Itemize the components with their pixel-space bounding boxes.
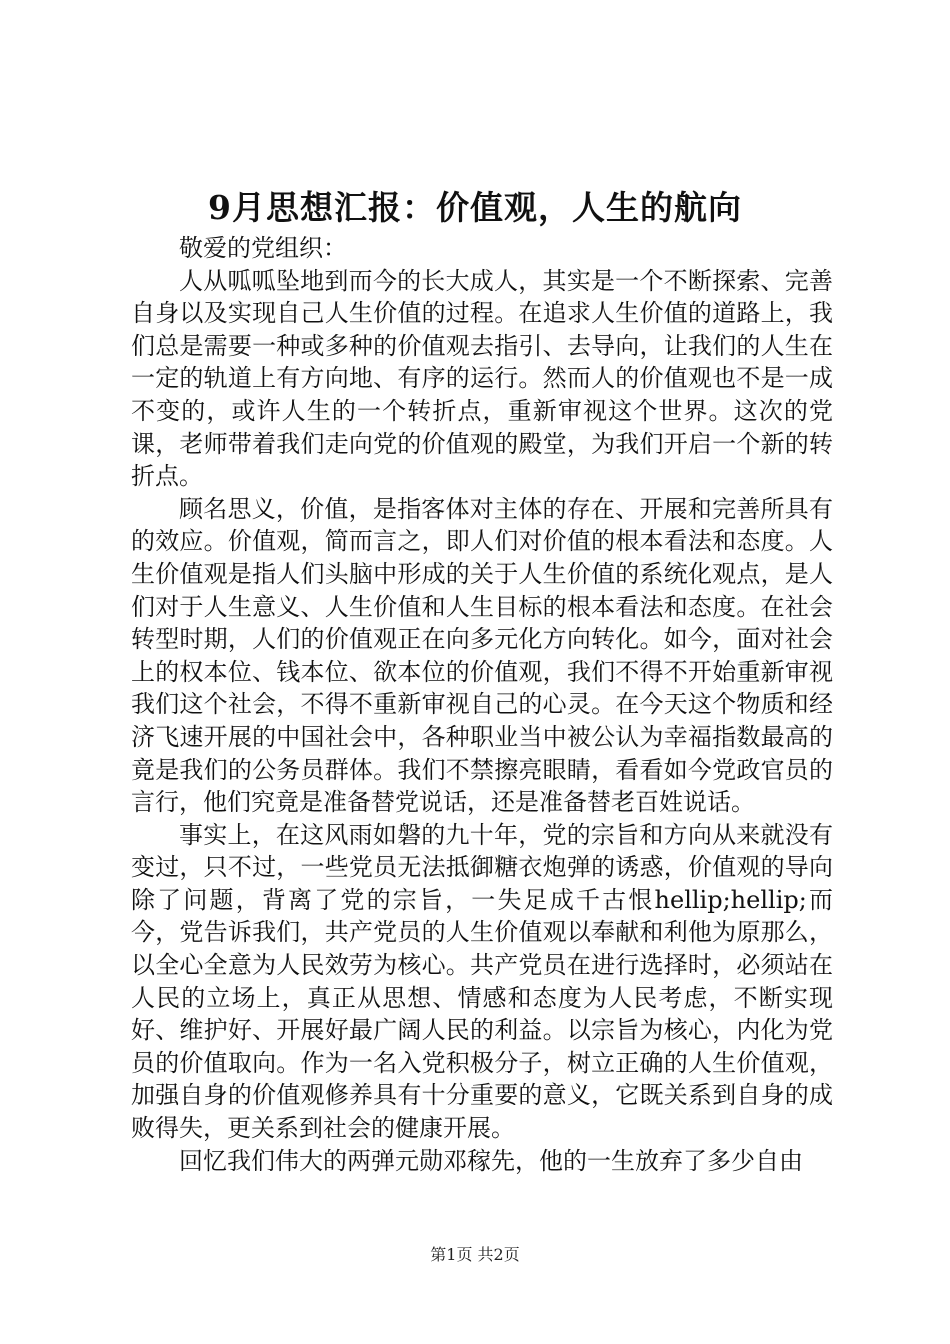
salutation: 敬爱的党组织： [179, 234, 347, 262]
paragraph-3: 事实上，在这风雨如磐的九十年，党的宗旨和方向从来就没有变过，只不过，一些党员无法抵御糖衣炮弹的诱惑，价值观的导向除了问题，背离了党的宗旨，一失足成千古恨hellip;hellip;而今，党告诉我们，共产党员的人生价值观以奉献和利他为原那么，以全心全意为人民效劳为核心。共产党员在进行选择时，必须站在人民的立场上，真正从思想、情感和态度为人民考虑，不断实现好、维护好、开展好最广阔人民的利益。以宗旨为核心，内化为党员的价值取向。作为一名入党积极分子，树立正确的人生价值观，加强自身的价值观修养具有十分重要的意义，它既关系到自身的成败得失，更关系到社会的健康开展。 [131, 820, 833, 1143]
page-indicator: 第1页 共2页 [430, 1245, 520, 1264]
document-title: 9月思想汇报：价值观，人生的航向 [208, 188, 742, 227]
paragraph-2: 顾名思义，价值，是指客体对主体的存在、开展和完善所具有的效应。价值观，简而言之，即人们对价值的根本看法和态度。人生价值观是指人们头脑中形成的关于人生价值的系统化观点，是人们对于人生意义、人生价值和人生目标的根本看法和态度。在社会转型时期，人们的价值观正在向多元化方向转化。如今，面对社会上的权本位、钱本位、欲本位的价值观，我们不得不开始重新审视我们这个社会，不得不重新审视自己的心灵。在今天这个物质和经济飞速开展的中国社会中，各种职业当中被公认为幸福指数最高的竟是我们的公务员群体。我们不禁擦亮眼睛，看看如今党政官员的言行，他们究竟是准备替党说话，还是准备替老百姓说话。 [131, 494, 833, 817]
paragraph-1: 人从呱呱坠地到而今的长大成人，其实是一个不断探索、完善自身以及实现自己人生价值的过程。在追求人生价值的道路上，我们总是需要一种或多种的价值观去指引、去导向，让我们的人生在一定的轨道上有方向地、有序的运行。然而人的价值观也不是一成不变的，或许人生的一个转折点，重新审视这个世界。这次的党课，老师带着我们走向党的价值观的殿堂，为我们开启一个新的转折点。 [131, 266, 833, 491]
document-body [131, 232, 833, 1177]
paragraph-4: 回忆我们伟大的两弹元勋邓稼先，他的一生放弃了多少自由 [179, 1146, 803, 1175]
